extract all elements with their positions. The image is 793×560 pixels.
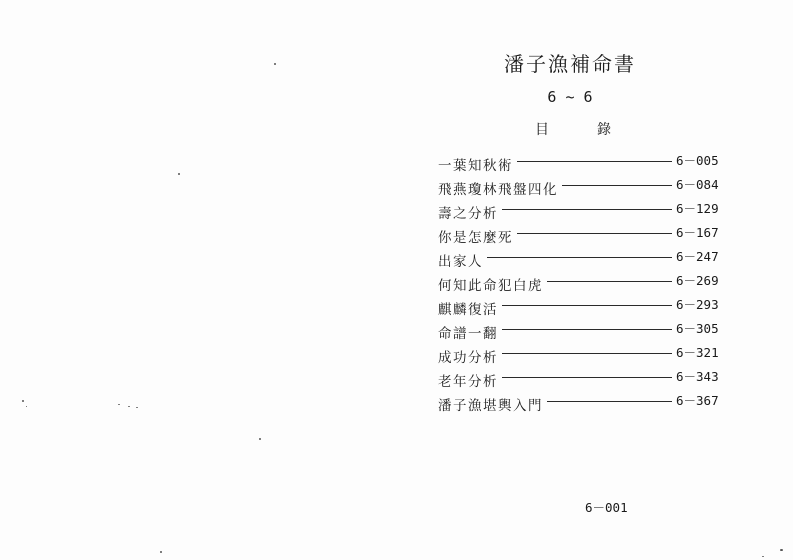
toc-entry-page: 6－167 xyxy=(676,225,719,240)
scan-speck xyxy=(160,551,162,553)
scan-speck xyxy=(26,406,27,407)
toc-entry-title: 一葉知秋術 xyxy=(438,158,513,174)
toc-leader-line xyxy=(502,209,672,210)
toc-leader-line xyxy=(517,161,672,162)
toc-entry-title: 何知此命犯白虎 xyxy=(438,278,543,294)
scan-speck xyxy=(118,404,120,405)
contents-heading-char-1: 目 xyxy=(535,122,549,138)
toc-entry xyxy=(438,176,748,200)
scan-speck xyxy=(128,406,130,407)
toc-entry-title: 成功分析 xyxy=(438,350,498,366)
toc-entry-page: 6－269 xyxy=(676,273,719,288)
toc-entry xyxy=(438,320,748,344)
toc-entry xyxy=(438,296,748,320)
contents-heading xyxy=(535,119,611,139)
book-title: 潘子漁補命書 xyxy=(504,52,636,76)
table-of-contents xyxy=(438,152,748,416)
toc-entry xyxy=(438,224,748,248)
toc-leader-line xyxy=(502,305,672,306)
contents-heading-char-2: 錄 xyxy=(597,122,611,138)
toc-entry-page: 6－321 xyxy=(676,345,719,360)
toc-entry-page: 6－247 xyxy=(676,249,719,264)
scan-speck xyxy=(780,549,783,551)
scan-speck xyxy=(274,63,276,65)
volume-label: 6 ~ 6 xyxy=(547,88,593,106)
toc-leader-line xyxy=(562,185,672,186)
toc-entry-page: 6－343 xyxy=(676,369,719,384)
scan-speck xyxy=(136,407,138,408)
scan-speck xyxy=(178,173,180,175)
toc-entry xyxy=(438,200,748,224)
toc-entry-page: 6－084 xyxy=(676,177,719,192)
toc-entry xyxy=(438,272,748,296)
toc-entry xyxy=(438,248,748,272)
toc-entry xyxy=(438,392,748,416)
toc-entry-title: 老年分析 xyxy=(438,374,498,390)
page-number: 6－001 xyxy=(585,500,628,515)
scan-speck xyxy=(762,556,764,557)
toc-leader-line xyxy=(547,401,672,402)
toc-entry-title: 命譜一翻 xyxy=(438,326,498,342)
toc-entry-title: 麒麟復活 xyxy=(438,302,498,318)
toc-entry-page: 6－367 xyxy=(676,393,719,408)
toc-leader-line xyxy=(502,329,672,330)
toc-leader-line xyxy=(502,377,672,378)
toc-entry xyxy=(438,152,748,176)
toc-leader-line xyxy=(517,233,672,234)
toc-entry-page: 6－293 xyxy=(676,297,719,312)
toc-leader-line xyxy=(502,353,672,354)
toc-leader-line xyxy=(547,281,672,282)
toc-entry-title: 飛燕瓊林飛盤四化 xyxy=(438,182,558,198)
toc-entry-page: 6－305 xyxy=(676,321,719,336)
toc-entry-title: 潘子漁堪輿入門 xyxy=(438,398,543,414)
toc-entry-title: 出家人 xyxy=(438,254,483,270)
toc-entry-title: 壽之分析 xyxy=(438,206,498,222)
toc-entry-page: 6－129 xyxy=(676,201,719,216)
toc-entry-page: 6－005 xyxy=(676,153,719,168)
scan-speck xyxy=(22,400,24,402)
toc-entry-title: 你是怎麼死 xyxy=(438,230,513,246)
toc-entry xyxy=(438,344,748,368)
toc-leader-line xyxy=(487,257,672,258)
scan-speck xyxy=(259,438,261,440)
toc-entry xyxy=(438,368,748,392)
